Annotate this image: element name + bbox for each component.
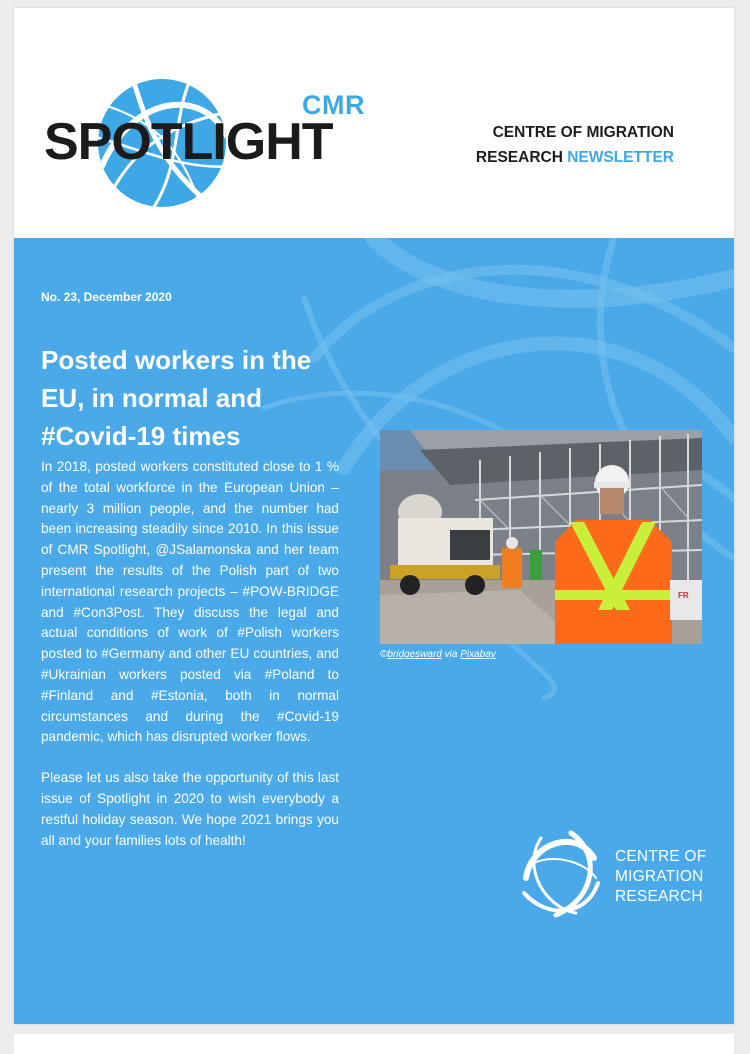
credit-source-link[interactable]: Pixabay: [460, 649, 496, 660]
newsletter-body: [14, 238, 734, 1024]
cmr-footer-logo-text: [615, 847, 706, 907]
article-headline: Posted workers in the EU, in normal and #Covid-19 times: [41, 345, 312, 451]
article-body: [41, 457, 339, 871]
credit-author-link[interactable]: bridgesward: [387, 649, 442, 660]
article-paragraph-1: In 2018, posted workers constituted close to 1 % of the total workforce in the European Union – nearly 3 million people, and the number had been increasing steadily since 2010. In this issue of CMR Spotlight, @JSalamonska and her team present the results of the Polish part of two international research projects – #POW-BRIDGE and #Con3Post. They discuss the legal and actual conditions of work of #Polish workers posted to #Germany and other EU countries, and #Ukrainian workers posted via #Poland to #Finland and #Estonia, both in normal circumstances and during the #Covid-19 pandemic, which has disrupted worker flows.: [41, 459, 339, 745]
spotlight-logo: [42, 76, 365, 208]
newsletter-title-research: RESEARCH: [475, 149, 568, 166]
photo-credit: [380, 649, 496, 660]
construction-site-photo: [380, 430, 702, 644]
photo-sign-text: FR: [678, 591, 689, 600]
footer-logo-line3: RESEARCH: [615, 888, 703, 905]
newsletter-title-line2: [424, 145, 674, 170]
logo-cmr-text: CMR: [302, 90, 365, 120]
article-paragraph-2: Please let us also take the opportunity of this last issue of Spotlight in 2020 to wish everybody a restful holiday season. We hope 2021 brings you all and your families lots of health!: [41, 770, 339, 848]
logo-spotlight-text: SPOTLIGHT: [44, 113, 333, 171]
newsletter-header: [14, 8, 734, 238]
issue-number: No. 23, December 2020: [41, 290, 172, 304]
newsletter-title: [424, 120, 674, 170]
newsletter-page: [14, 8, 734, 1024]
credit-prefix: ©: [380, 649, 388, 660]
next-page-edge: [14, 1034, 734, 1054]
newsletter-title-accent: NEWSLETTER: [567, 149, 674, 166]
credit-middle: via: [441, 649, 461, 660]
newsletter-title-line1: CENTRE OF MIGRATION: [492, 124, 674, 141]
footer-logo-line1: CENTRE OF: [615, 848, 707, 865]
cmr-footer-logo-icon: [516, 823, 606, 923]
footer-logo-line2: MIGRATION: [615, 868, 704, 885]
